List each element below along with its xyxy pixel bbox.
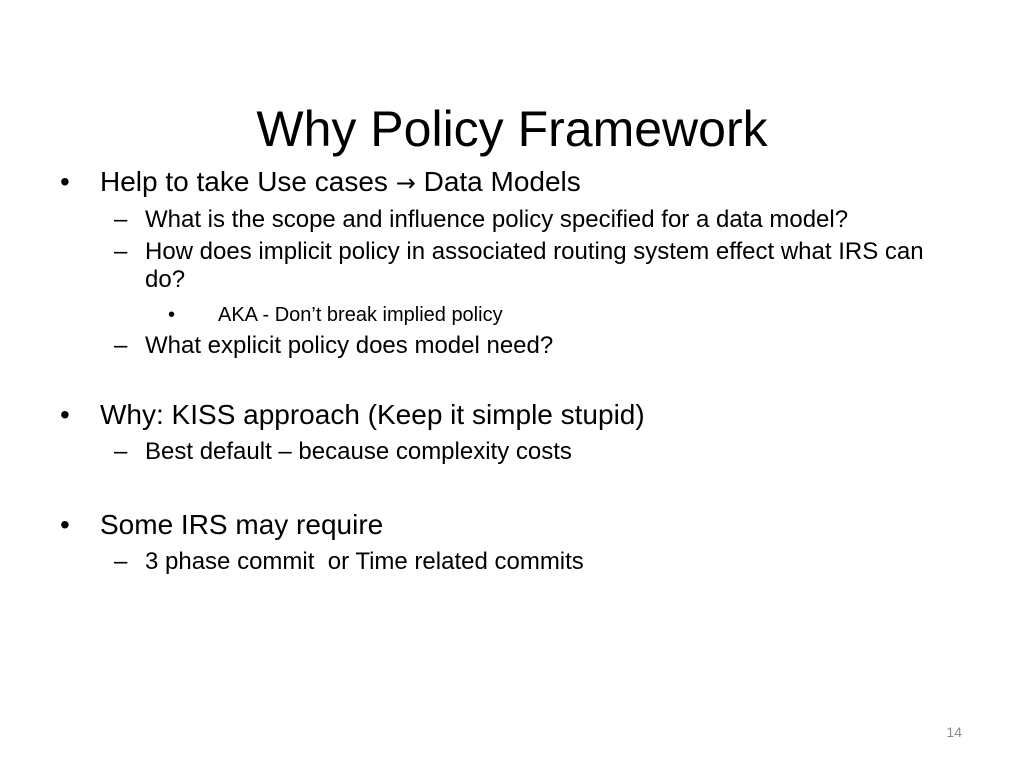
sub-sub-bullet-text: AKA - Don’t break implied policy bbox=[218, 304, 503, 326]
sub-bullet-explicit-policy bbox=[60, 332, 960, 360]
slide-content bbox=[60, 163, 960, 576]
bullet-some-irs bbox=[60, 506, 960, 544]
sub-bullet-scope bbox=[60, 206, 960, 234]
dash-marker: – bbox=[114, 238, 128, 265]
sub-bullet-text: Best default – because complexity costs bbox=[145, 438, 572, 465]
bullet-kiss bbox=[60, 396, 960, 434]
bullet-dot: • bbox=[60, 399, 70, 430]
dash-marker: – bbox=[114, 206, 128, 233]
sub-bullet-implicit-policy bbox=[60, 238, 960, 294]
sub-bullet-text: What is the scope and influence policy specified for a data model? bbox=[145, 206, 849, 233]
bullet-text: Data Models bbox=[423, 166, 581, 197]
sub-bullet-text: How does implicit policy in associated routing system effect what IRS can do? bbox=[145, 238, 924, 293]
bullet-use-cases bbox=[60, 163, 960, 202]
bullet-dot: • bbox=[60, 509, 70, 540]
bullet-text: Some IRS may require bbox=[100, 509, 384, 540]
bullet-dot: • bbox=[60, 166, 70, 197]
bullet-dot: • bbox=[168, 304, 176, 326]
sub-bullet-best-default bbox=[60, 438, 960, 466]
slide-title: Why Policy Framework bbox=[256, 100, 768, 157]
sub-bullet-text: 3 phase commit or Time related commits bbox=[145, 548, 584, 575]
sub-bullet-commit bbox=[60, 548, 960, 576]
bullet-text: Why: KISS approach (Keep it simple stupid) bbox=[100, 399, 645, 430]
dash-marker: – bbox=[114, 332, 128, 359]
right-arrow-icon: → bbox=[395, 169, 416, 197]
spacer bbox=[60, 466, 960, 506]
dash-marker: – bbox=[114, 548, 128, 575]
sub-sub-bullet-aka bbox=[60, 302, 960, 328]
sub-bullet-text: What explicit policy does model need? bbox=[145, 332, 554, 359]
bullet-text: Help to take Use cases bbox=[100, 166, 388, 197]
page-number: 14 bbox=[946, 724, 962, 740]
spacer bbox=[60, 360, 960, 396]
dash-marker: – bbox=[114, 438, 128, 465]
